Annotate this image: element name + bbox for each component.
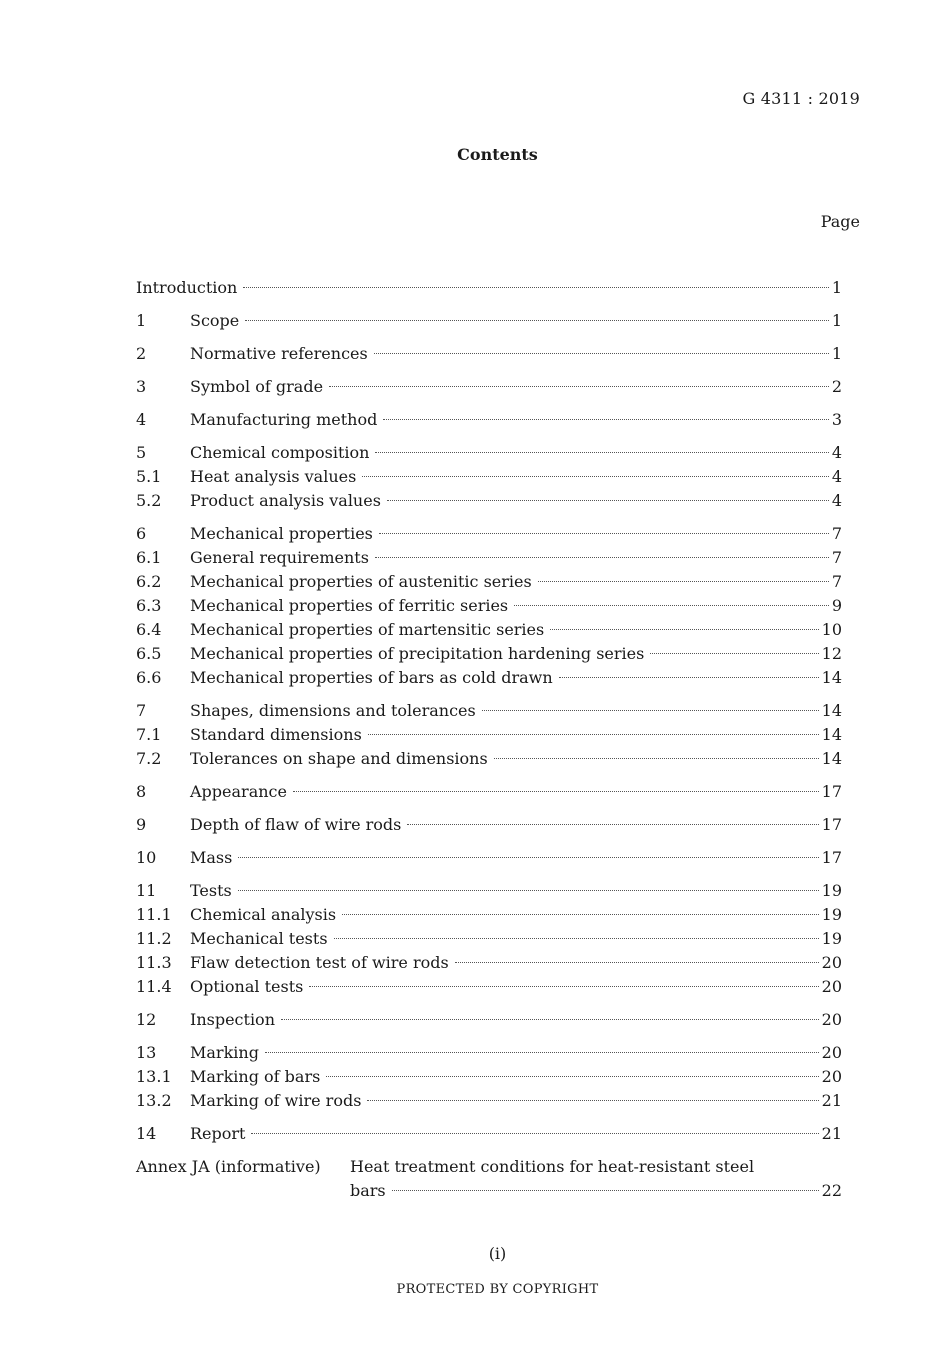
toc-entry-page: 20 (821, 977, 842, 996)
toc-entry[interactable] (136, 1065, 842, 1089)
toc-entry-page: 19 (821, 929, 842, 948)
toc-entry-number: 6.6 (136, 668, 162, 687)
dot-leader (559, 677, 819, 678)
toc-entry-number: 5.2 (136, 491, 162, 510)
toc-entry-page: 12 (821, 644, 842, 663)
page-column-header: Page (820, 212, 860, 231)
toc-entry[interactable] (136, 1122, 842, 1146)
toc-entry-page: 20 (821, 1010, 842, 1029)
toc-entry-label: Appearance (190, 782, 287, 801)
toc-entry-page: 21 (821, 1091, 842, 1110)
toc-entry-label: General requirements (190, 548, 369, 567)
toc-entry[interactable] (136, 276, 842, 300)
toc-entry-number: 6.3 (136, 596, 162, 615)
toc-entry-page: 1 (831, 311, 842, 330)
dot-leader (251, 1133, 818, 1134)
toc-entry-label: Marking (190, 1043, 259, 1062)
toc-entry[interactable] (136, 408, 842, 432)
toc-entry[interactable] (136, 903, 842, 927)
dot-leader (650, 653, 818, 654)
toc-entry-page: 14 (821, 749, 842, 768)
toc-entry[interactable] (136, 699, 842, 723)
dot-leader (265, 1052, 819, 1053)
toc-entry-label: Optional tests (190, 977, 304, 996)
dot-leader (375, 557, 829, 558)
toc-entry-page: 4 (831, 491, 842, 510)
toc-entry-number: 13.1 (136, 1067, 172, 1086)
toc-entry-page: 19 (821, 905, 842, 924)
toc-entry-label: Chemical analysis (190, 905, 337, 924)
toc-entry-label: Mechanical properties of precipitation hardening series (190, 644, 645, 663)
dot-leader (326, 1076, 818, 1077)
toc-entry-label: Chemical composition (190, 443, 370, 462)
toc-entry-number: 6.5 (136, 644, 162, 663)
toc-entry[interactable] (136, 594, 842, 618)
dot-leader (362, 476, 828, 477)
toc-entry-number: 5.1 (136, 467, 162, 486)
dot-leader (238, 857, 818, 858)
annex-title-line2: bars (350, 1181, 386, 1200)
toc-entry-number: 4 (136, 410, 147, 429)
copyright-notice: PROTECTED BY COPYRIGHT (396, 1282, 599, 1297)
dot-leader (482, 710, 819, 711)
toc-entry[interactable] (136, 546, 842, 570)
toc-entry[interactable] (136, 522, 842, 546)
toc-entry-number: 9 (136, 815, 147, 834)
toc-entry[interactable] (136, 309, 842, 333)
toc-entry-page: 17 (821, 782, 842, 801)
toc-entry-label: Flaw detection test of wire rods (190, 953, 449, 972)
toc-entry[interactable] (136, 342, 842, 366)
document-number: G 4311 : 2019 (742, 89, 860, 108)
toc-entry[interactable] (136, 879, 842, 903)
toc-entry[interactable] (136, 747, 842, 771)
toc-entry-number: 13.2 (136, 1091, 172, 1110)
toc-entry-number: 12 (136, 1010, 157, 1029)
toc-entry-label: Introduction (136, 278, 238, 297)
toc-entry-page: 2 (831, 377, 842, 396)
toc-entry-page: 10 (821, 620, 842, 639)
toc-entry[interactable] (136, 570, 842, 594)
toc-entry-number: 7.2 (136, 749, 162, 768)
toc-entry-label: Scope (190, 311, 240, 330)
toc-entry-page: 21 (821, 1124, 842, 1143)
toc-entry-number: 2 (136, 344, 147, 363)
toc-entry[interactable] (136, 666, 842, 690)
toc-entry-label: Heat analysis values (190, 467, 357, 486)
dot-leader (494, 758, 819, 759)
toc-entry-label: Mass (190, 848, 233, 867)
toc-entry-page: 20 (821, 953, 842, 972)
toc-entry[interactable] (136, 489, 842, 513)
dot-leader (407, 824, 818, 825)
toc-entry-label: Standard dimensions (190, 725, 362, 744)
toc-entry[interactable] (136, 723, 842, 747)
toc-entry-label: Mechanical properties of austenitic series (190, 572, 532, 591)
toc-entry-label: Inspection (190, 1010, 275, 1029)
toc-entry[interactable] (136, 618, 842, 642)
dot-leader (455, 962, 819, 963)
toc-entry-number: 7.1 (136, 725, 162, 744)
toc-entry-label: Shapes, dimensions and tolerances (190, 701, 476, 720)
toc-entry-page: 4 (831, 443, 842, 462)
toc-entry-number: 3 (136, 377, 147, 396)
dot-leader (374, 353, 829, 354)
toc-entry[interactable] (136, 975, 842, 999)
toc-entry-label: Symbol of grade (190, 377, 324, 396)
annex-entry[interactable] (136, 1155, 842, 1179)
dot-leader (392, 1190, 819, 1191)
toc-entry[interactable] (136, 951, 842, 975)
toc-entry-number: 11.1 (136, 905, 172, 924)
toc-entry-number: 13 (136, 1043, 157, 1062)
footer-page-number: (i) (488, 1244, 507, 1263)
toc-entry-page: 17 (821, 848, 842, 867)
dot-leader (309, 986, 818, 987)
toc-entry-page: 20 (821, 1043, 842, 1062)
toc-entry-page: 3 (831, 410, 842, 429)
toc-entry[interactable] (136, 780, 842, 804)
toc-entry[interactable] (136, 1041, 842, 1065)
toc-entry-page: 9 (831, 596, 842, 615)
toc-entry-number: 11.3 (136, 953, 172, 972)
dot-leader (293, 791, 819, 792)
toc-entry-label: Tests (190, 881, 232, 900)
dot-leader (538, 581, 829, 582)
toc-entry-label: Marking of wire rods (190, 1091, 362, 1110)
toc-entry-label: Report (190, 1124, 246, 1143)
toc-entry-page: 17 (821, 815, 842, 834)
toc-entry-page: 19 (821, 881, 842, 900)
toc-entry-label: Mechanical properties of bars as cold drawn (190, 668, 553, 687)
toc-entry-page: 1 (831, 344, 842, 363)
toc-entry-label: Mechanical properties (190, 524, 373, 543)
toc-entry-number: 6.1 (136, 548, 162, 567)
toc-entry-label: Normative references (190, 344, 368, 363)
toc-entry-label: Tolerances on shape and dimensions (190, 749, 488, 768)
dot-leader (379, 533, 829, 534)
toc-entry-number: 6 (136, 524, 147, 543)
toc-entry-label: Depth of flaw of wire rods (190, 815, 402, 834)
toc-entry-label: Product analysis values (190, 491, 381, 510)
dot-leader (245, 320, 829, 321)
toc-entry[interactable] (136, 1089, 842, 1113)
dot-leader (238, 890, 819, 891)
toc-entry-number: 11.2 (136, 929, 172, 948)
dot-leader (375, 452, 828, 453)
page-title: Contents (457, 145, 538, 164)
toc-entry-number: 11.4 (136, 977, 172, 996)
toc-entry-page: 1 (831, 278, 842, 297)
toc-entry-number: 7 (136, 701, 147, 720)
toc-entry-label: Marking of bars (190, 1067, 321, 1086)
toc-entry-number: 6.2 (136, 572, 162, 591)
toc-entry-number: 5 (136, 443, 147, 462)
toc-entry-number: 10 (136, 848, 157, 867)
toc-entry-page: 14 (821, 701, 842, 720)
toc-entry-label: Mechanical properties of ferritic series (190, 596, 509, 615)
toc-entry[interactable] (136, 441, 842, 465)
toc-entry[interactable] (136, 927, 842, 951)
dot-leader (243, 287, 828, 288)
dot-leader (514, 605, 829, 606)
toc-entry[interactable] (136, 846, 842, 870)
toc-entry[interactable] (136, 1008, 842, 1032)
dot-leader (550, 629, 818, 630)
toc-entry-page: 7 (831, 524, 842, 543)
toc-entry-number: 1 (136, 311, 147, 330)
dot-leader (342, 914, 819, 915)
table-of-contents (136, 276, 842, 1203)
dot-leader (387, 500, 829, 501)
toc-entry-number: 11 (136, 881, 157, 900)
toc-entry[interactable] (136, 375, 842, 399)
toc-entry-page: 14 (821, 668, 842, 687)
toc-entry[interactable] (136, 465, 842, 489)
dot-leader (329, 386, 829, 387)
annex-entry-continuation[interactable] (136, 1179, 842, 1203)
toc-entry-number: 6.4 (136, 620, 162, 639)
dot-leader (383, 419, 828, 420)
toc-entry-label: Mechanical properties of martensitic series (190, 620, 545, 639)
toc-entry-page: 20 (821, 1067, 842, 1086)
toc-entry[interactable] (136, 642, 842, 666)
toc-entry-number: 8 (136, 782, 147, 801)
toc-entry[interactable] (136, 813, 842, 837)
dot-leader (281, 1019, 819, 1020)
toc-entry-label: Manufacturing method (190, 410, 378, 429)
toc-entry-page: 14 (821, 725, 842, 744)
toc-entry-page: 4 (831, 467, 842, 486)
toc-entry-label: Mechanical tests (190, 929, 328, 948)
annex-title-line1: Heat treatment conditions for heat-resistant steel (350, 1157, 755, 1176)
toc-entry-page: 7 (831, 548, 842, 567)
dot-leader (334, 938, 819, 939)
dot-leader (367, 1100, 818, 1101)
toc-entry-page: 7 (831, 572, 842, 591)
annex-page-number: 22 (821, 1181, 842, 1200)
toc-entry-number: 14 (136, 1124, 157, 1143)
dot-leader (368, 734, 819, 735)
annex-tag: Annex JA (informative) (136, 1157, 321, 1176)
